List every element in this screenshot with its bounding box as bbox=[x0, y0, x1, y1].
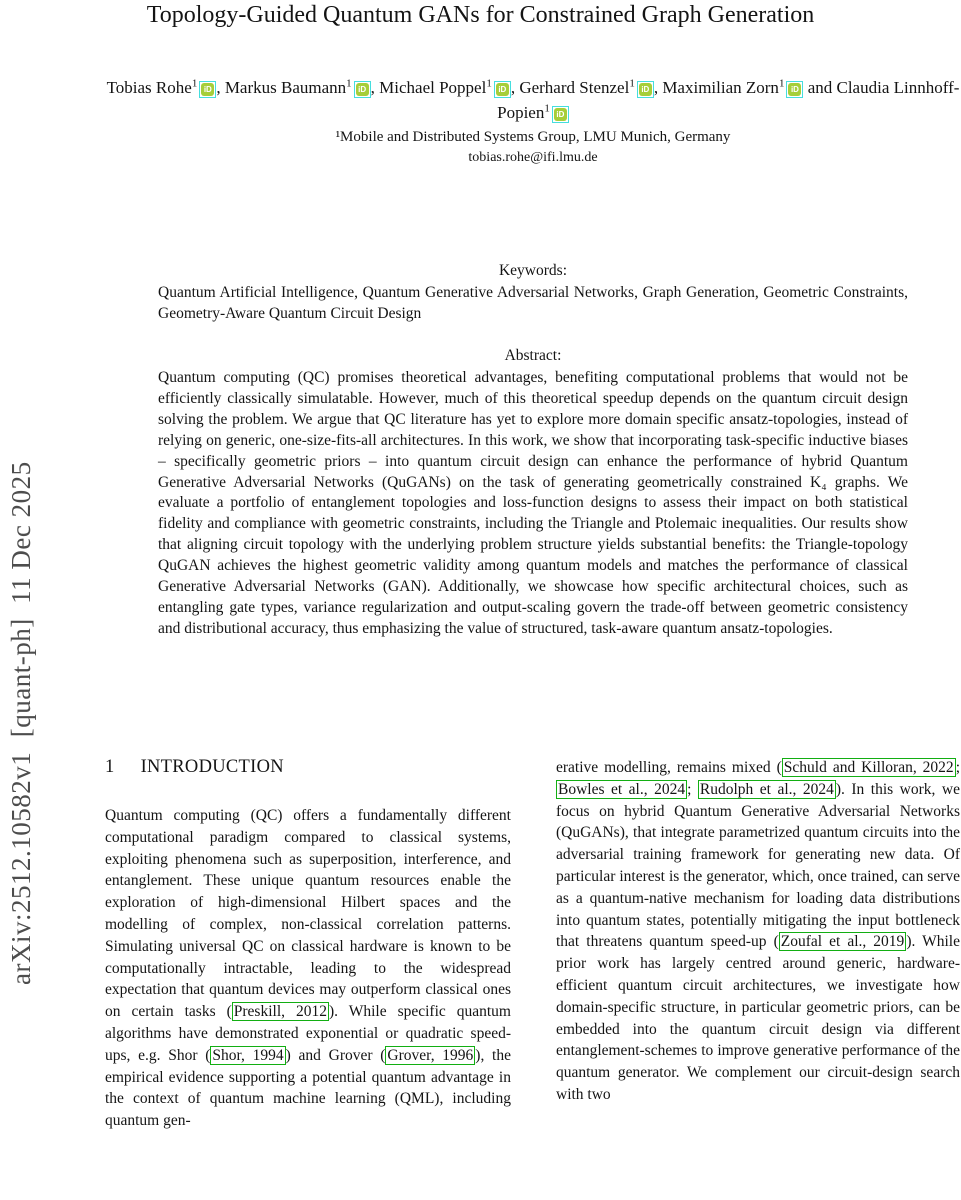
abstract-heading: Abstract: bbox=[504, 347, 562, 364]
section-title: INTRODUCTION bbox=[140, 757, 284, 777]
orcid-icon[interactable] bbox=[199, 81, 216, 98]
orcid-icon[interactable] bbox=[552, 106, 569, 123]
author-name: Tobias Rohe bbox=[106, 78, 192, 97]
author-name: Maximilian Zorn bbox=[662, 78, 779, 97]
affiliation: ¹Mobile and Distributed Systems Group, LMU Munich, Germany bbox=[335, 129, 731, 145]
section-1-heading bbox=[105, 757, 284, 778]
author-affiliation-mark: 1 bbox=[544, 102, 550, 115]
citation-link[interactable]: Bowles et al., 2024 bbox=[558, 780, 686, 798]
author-affiliation-mark: 1 bbox=[629, 77, 635, 90]
orcid-icon[interactable] bbox=[494, 81, 511, 98]
author-affiliation-mark: 1 bbox=[346, 77, 352, 90]
author-name: Gerhard Stenzel bbox=[519, 78, 630, 97]
author-affiliation-mark: 1 bbox=[191, 77, 198, 90]
intro-paragraph-left-column: Quantum computing (QC) offers a fundamentally different computational paradigm compared to classical systems, exploiting phenomena such as superposition, interference, and entanglement. These unique quantum resources enable the exploration of high-dimensional Hilbert spaces and the modelling of complex, non-classical correlation patterns. Simulating universal QC on classical hardware is known to be computationally intractable, leading to the widespread expectation that quantum devices may outperform classical ones on certain tasks ( Preskill, 2012 ). While specific quantum algorithms have demonstrated exponential or quadratic speed-ups, e.g. Shor ( Shor, 1994 ) and Grover ( Grover, 1996 ), the empirical evidence supporting a potential quantum advantage in the context of quantum machine learning (QML), including quantum gen- bbox=[105, 807, 511, 1130]
author-affiliation-mark: 1 bbox=[486, 77, 492, 90]
author-list: Tobias Rohe$^1$iD , Markus Baumann$^1$iD , Michael Poppel$^1$iD , Gerhard Stenzel$^1$iD , Maximilian Zorn$^1$iD and Claudia Linnhoff-Popien$^1$iD bbox=[106, 77, 960, 122]
citation-link[interactable]: Preskill, 2012 bbox=[233, 1003, 327, 1021]
keywords-body: Quantum Artificial Intelligence, Quantum Generative Adversarial Networks, Graph Generation, Geometric Constraints, Geometry-Aware Quantum Circuit Design bbox=[158, 284, 908, 322]
keywords-heading: Keywords: bbox=[498, 262, 568, 279]
intro-paragraph-right-column: erative modelling, remains mixed ( Schuld and Killoran, 2022 ; Bowles et al., 2024 ; Rudolph et al., 2024 ). In this work, we focus on hybrid Quantum Generative Adversarial Networks (QuGANs), that integrate parametrized quantum circuits into the adversarial training framework for generating new data. Of particular interest is the generator, which, once trained, can serve as a quantum-native mechanism for loading data distributions into quantum states, potentially mitigating the input bottleneck that threatens quantum speed-up ( Zoufal et al., 2019 ). While prior work has largely centred around generic, hardware-efficient quantum circuit architectures, we investigate how domain-specific structure, in particular geometric priors, can be embedded into the quantum circuit design via different entanglement-schemes to improve generative performance of the quantum generator. We complement our circuit-design search with two bbox=[556, 759, 960, 1103]
author-name: Michael Poppel bbox=[379, 78, 487, 97]
orcid-id-glyph: iD bbox=[554, 108, 567, 121]
orcid-id-glyph: iD bbox=[356, 83, 369, 96]
citation-link[interactable]: Zoufal et al., 2019 bbox=[780, 933, 905, 951]
abstract-body: Quantum computing (QC) promises theoretical advantages, benefiting computational problems that would not be efficiently classically simulatable. However, much of this theoretical speedup depends on the quantum circuit design solving the problem. We argue that QC literature has yet to explore more domain specific ansatz-topologies, instead of relying on generic, one-size-fits-all architectures. In this work, we show that incorporating task-specific inductive biases – specifically geometric priors – into quantum circuit design can enhance the performance of hybrid Quantum Generative Adversarial Networks (QuGANs) on the task of generating geometrically constrained K₄ graphs. We evaluate a portfolio of entanglement topologies and loss-function designs to assess their impact on both statistical fidelity and compliance with geometric constraints, including the Triangle and Ptolemaic inequalities. Our results show that aligning circuit topology with the underlying problem structure yields substantial benefits: the Triangle-topology QuGAN achieves the highest geometric validity among quantum models and matches the performance of classical Generative Adversarial Networks (GAN). Additionally, we showcase how specific architectural choices, such as entangling gate types, variance regularization and output-scaling govern the trade-off between geometric consistency and distributional accuracy, thus emphasizing the value of structured, task-aware quantum ansatz-topologies. bbox=[158, 369, 908, 637]
orcid-icon[interactable] bbox=[354, 81, 371, 98]
citation-link[interactable]: Rudolph et al., 2024 bbox=[699, 780, 834, 798]
author-email: tobias.rohe@ifi.lmu.de bbox=[468, 150, 598, 165]
arxiv-watermark: arXiv:2512.10582v1 [quant-ph] 11 Dec 2025 bbox=[6, 461, 36, 985]
citation-link[interactable]: Schuld and Killoran, 2022 bbox=[783, 759, 954, 776]
orcid-id-glyph: iD bbox=[496, 83, 509, 96]
orcid-id-glyph: iD bbox=[201, 83, 214, 96]
section-number: 1 bbox=[105, 757, 115, 777]
orcid-icon[interactable] bbox=[637, 81, 654, 98]
author-name: Claudia Linnhoff-Popien bbox=[497, 78, 960, 122]
author-affiliation-mark: 1 bbox=[778, 77, 785, 90]
orcid-id-glyph: iD bbox=[639, 83, 652, 96]
paper-title: Topology-Guided Quantum GANs for Constrained Graph Generation bbox=[146, 2, 815, 28]
citation-link[interactable]: Grover, 1996 bbox=[387, 1046, 474, 1064]
orcid-icon[interactable] bbox=[786, 81, 803, 98]
author-name: Markus Baumann bbox=[224, 78, 347, 97]
orcid-id-glyph: iD bbox=[788, 83, 801, 96]
citation-link[interactable]: Shor, 1994 bbox=[212, 1046, 284, 1064]
